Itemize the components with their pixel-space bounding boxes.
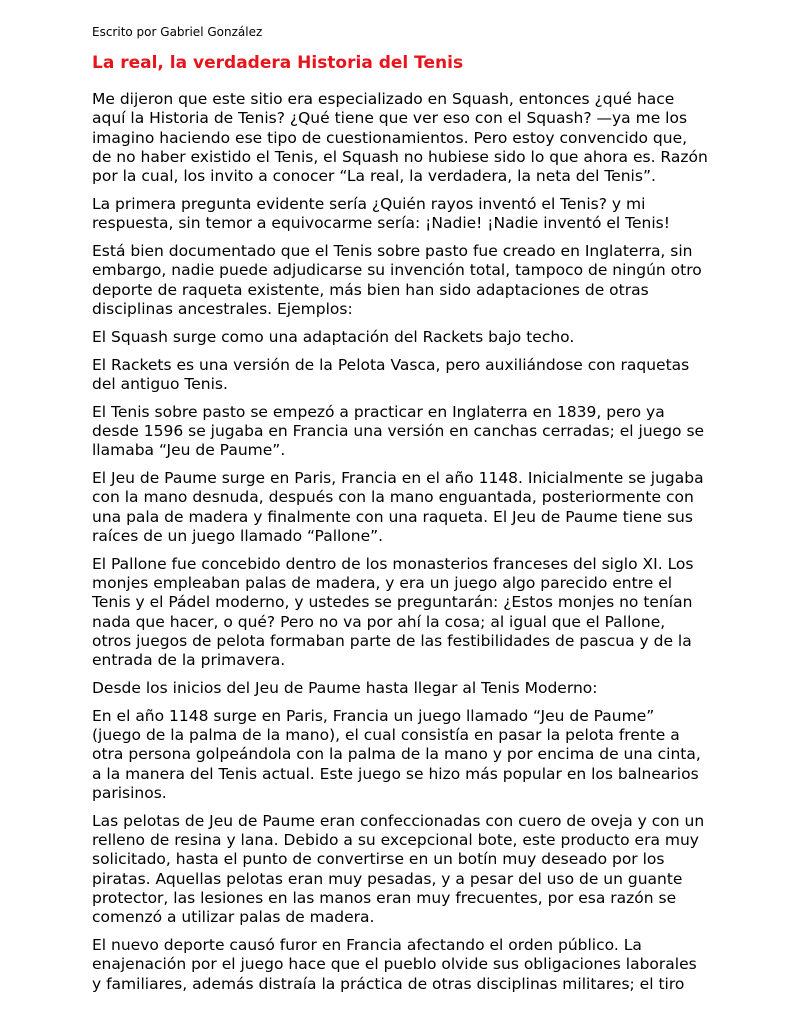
paragraph-3: Está bien documentado que el Tenis sobre pasto fue creado en Inglaterra, sin embargo, nadie puede adjudicarse su invención total, tampoco de ningún otro deporte de raqueta existente, más bien han sido adaptaciones de otras disciplinas ancestrales. Ejemplos: xyxy=(92,242,702,318)
paragraph-1: Me dijeron que este sitio era especializado en Squash, entonces ¿qué hace aquí la Historia de Tenis? ¿Qué tiene que ver eso con el Squash? —ya me los imagino haciendo ese tipo de cuestionamientos. Pero estoy convencido que, de no haber existido el Tenis, el Squash no hubiese sido lo que ahora es. Razón por la cual, los invito a conocer “La real, la verdadera, la neta del Tenis”. xyxy=(92,90,708,186)
paragraph-4: El Squash surge como una adaptación del Rackets bajo techo. xyxy=(92,327,575,346)
paragraph-8: El Pallone fue concebido dentro de los monasterios franceses del siglo XI. Los monjes empleaban palas de madera, y era un juego algo parecido entre el Tenis y el Pádel moderno, y ustedes se preguntarán: ¿Estos monjes no tenían nada que hacer, o qué? Pero no va por ahí la cosa; al igual que el Pallone, otros juegos de pelota formaban parte de las festibilidades de pascua y de la entrada de la primavera. xyxy=(92,554,694,670)
paragraph-7: El Jeu de Paume surge en Paris, Francia en el año 1148. Inicialmente se jugaba con la mano desnuda, después con la mano enguantada, posteriormente con una pala de madera y finalmente con una raqueta. El Jeu de Paume tiene sus raíces de un juego llamado “Pallone”. xyxy=(92,469,704,545)
article-body xyxy=(92,90,708,994)
paragraph-11: Las pelotas de Jeu de Paume eran confeccionadas con cuero de oveja y con un relleno de resina y lana. Debido a su excepcional bote, este producto era muy solicitado, hasta el punto de convertirse en un botín muy deseado por los piratas. Aquellas pelotas eran muy pesadas, y a pesar del uso de un guante protector, las lesiones en las manos eran muy frecuentes, por esa razón se comenzó a utilizar palas de madera. xyxy=(92,811,705,927)
article-title: La real, la verdadera Historia del Tenis xyxy=(92,53,464,73)
author-byline: Escrito por Gabriel González xyxy=(92,25,263,39)
paragraph-10: En el año 1148 surge en Paris, Francia un juego llamado “Jeu de Paume” (juego de la palma de la mano), el cual consistía en pasar la pelota frente a otra persona golpeándola con la palma de la mano y por encima de una cinta, a la manera del Tenis actual. Este juego se hizo más popular en los balnearios parisinos. xyxy=(92,706,701,802)
paragraph-9: Desde los inicios del Jeu de Paume hasta llegar al Tenis Moderno: xyxy=(92,679,598,698)
paragraph-5: El Rackets es una versión de la Pelota Vasca, pero auxiliándose con raquetas del antiguo Tenis. xyxy=(92,355,690,393)
paragraph-2: La primera pregunta evidente sería ¿Quién rayos inventó el Tenis? y mi respuesta, sin temor a equivocarme sería: ¡Nadie! ¡Nadie inventó el Tenis! xyxy=(92,194,670,233)
paragraph-6: El Tenis sobre pasto se empezó a practicar en Inglaterra en 1839, pero ya desde 1596 se jugaba en Francia una versión en canchas cerradas; el juego se llamaba “Jeu de Paume”. xyxy=(92,402,705,460)
paragraph-12: El nuevo deporte causó furor en Francia afectando el orden público. La enajenación por el juego hace que el pueblo olvide sus obligaciones laborales y familiares, además distraía la práctica de otras disciplinas militares; el tiro xyxy=(92,936,697,993)
document-page xyxy=(92,24,708,1002)
